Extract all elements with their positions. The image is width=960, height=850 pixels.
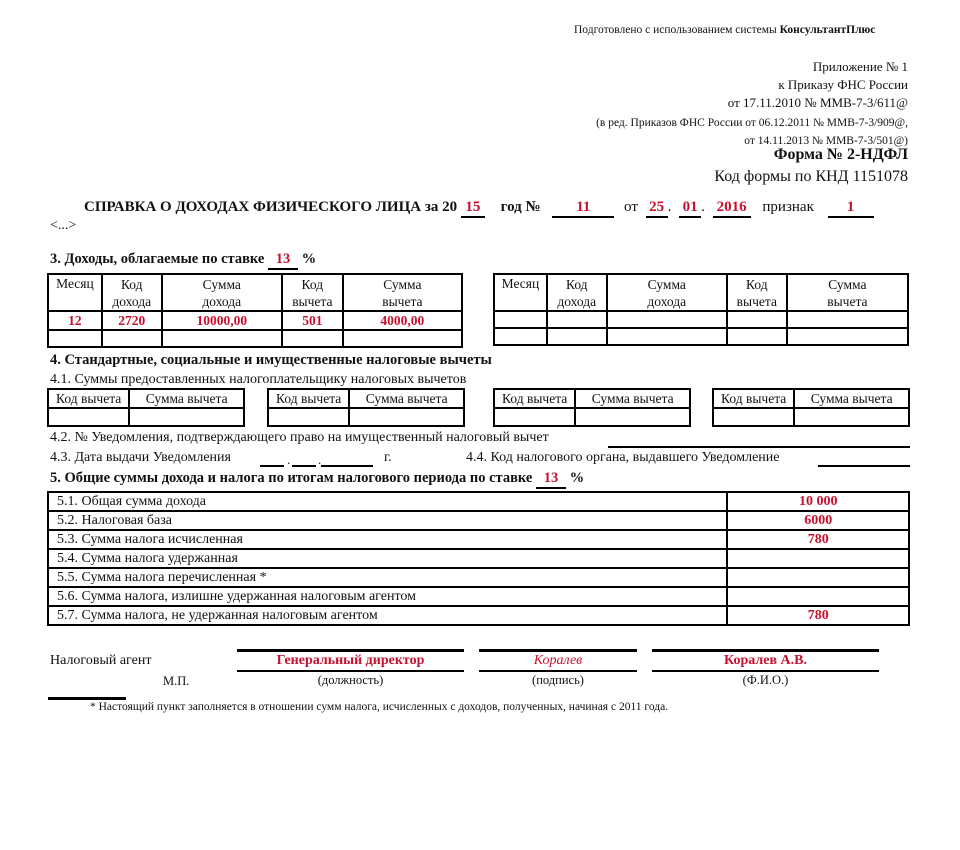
row-value[interactable]: 6000 xyxy=(727,511,909,530)
cell-income-sum[interactable] xyxy=(607,311,727,328)
section3-rate-field[interactable]: 13 xyxy=(268,251,298,270)
prepared-note xyxy=(574,24,875,36)
row-label: 5.1. Общая сумма дохода xyxy=(48,492,727,511)
cell-deduction-sum[interactable] xyxy=(787,311,908,328)
sign-label: признак xyxy=(762,199,814,215)
header-month: Месяц xyxy=(48,274,102,311)
section5-title-text: 5. Общие суммы дохода и налога по итогам налогового периода по ставке xyxy=(50,470,533,486)
cell-month[interactable] xyxy=(494,311,547,328)
tax-office-code-field[interactable] xyxy=(818,465,910,467)
header-deduction-code: Код вычета xyxy=(727,274,787,311)
cell-income-sum[interactable]: 10000,00 xyxy=(162,311,282,330)
brand-name: КонсультантПлюс xyxy=(779,24,876,36)
header-deduction-sum: Сумма вычета xyxy=(794,389,909,408)
section3-title-text: 3. Доходы, облагаемые по ставке xyxy=(50,251,265,267)
cell-income-sum[interactable] xyxy=(162,330,282,347)
stamp-label: М.П. xyxy=(163,674,190,688)
table-row xyxy=(48,311,462,330)
date-dot: . xyxy=(287,452,291,467)
cell-deduction-code[interactable] xyxy=(494,408,575,426)
number-label: год № xyxy=(500,199,541,215)
row-label: 5.6. Сумма налога, излишне удержанная налоговым агентом xyxy=(48,587,727,606)
header-deduction-code: Код вычета xyxy=(48,389,129,408)
cell-income-code[interactable] xyxy=(547,328,607,345)
row-label: 5.3. Сумма налога исчисленная xyxy=(48,530,727,549)
section5-rate-field[interactable]: 13 xyxy=(536,470,566,489)
deductions-table-2 xyxy=(267,388,465,427)
header-income-code: Код дохода xyxy=(547,274,607,311)
position-top-line xyxy=(237,649,464,652)
signature-bottom-line xyxy=(479,670,637,672)
signature-field[interactable]: Коралев xyxy=(533,653,583,668)
notification-year-field[interactable] xyxy=(321,465,373,467)
position-field[interactable]: Генеральный директор xyxy=(276,653,425,668)
position-caption: (должность) xyxy=(317,673,384,687)
fio-bottom-line xyxy=(652,670,879,672)
fio-field[interactable]: Коралев А.В. xyxy=(724,653,807,668)
title-text: СПРАВКА О ДОХОДАХ ФИЗИЧЕСКОГО ЛИЦА за 20 xyxy=(84,199,458,215)
cell-month[interactable] xyxy=(494,328,547,345)
table-row xyxy=(48,530,909,549)
row-value[interactable] xyxy=(727,549,909,568)
section4-1-label: 4.1. Суммы предоставленных налогоплательщику налоговых вычетов xyxy=(50,372,467,387)
header-income-sum: Сумма дохода xyxy=(162,274,282,311)
row-label: 5.7. Сумма налога, не удержанная налоговым агентом xyxy=(48,606,727,625)
table-row xyxy=(48,330,462,347)
cell-deduction-sum[interactable] xyxy=(794,408,909,426)
cell-deduction-code[interactable] xyxy=(727,328,787,345)
cell-income-code[interactable] xyxy=(102,330,162,347)
cell-deduction-sum[interactable]: 4000,00 xyxy=(343,311,462,330)
table-row xyxy=(48,587,909,606)
table-header-row xyxy=(494,274,908,311)
header-deduction-sum: Сумма вычета xyxy=(787,274,908,311)
income-table-left xyxy=(47,273,463,348)
row-label: 5.2. Налоговая база xyxy=(48,511,727,530)
table-header-row xyxy=(48,274,462,311)
percent-sign: % xyxy=(569,470,585,486)
table-row xyxy=(48,511,909,530)
section5-title xyxy=(50,470,584,489)
header-deduction-code: Код вычета xyxy=(268,389,349,408)
from-label: от xyxy=(624,199,638,215)
table-row xyxy=(494,311,908,328)
form-name: Форма № 2-НДФЛ xyxy=(773,146,908,163)
cell-deduction-code[interactable] xyxy=(268,408,349,426)
appendix-line: от 14.11.2013 № ММВ-7-3/501@) xyxy=(744,135,908,147)
row-label: 5.5. Сумма налога перечисленная * xyxy=(48,568,727,587)
row-label: 5.4. Сумма налога удержанная xyxy=(48,549,727,568)
section4-title: 4. Стандартные, социальные и имущественные налоговые вычеты xyxy=(50,352,492,368)
cell-month[interactable]: 12 xyxy=(48,311,102,330)
section4-4-label: 4.4. Код налогового органа, выдавшего Уведомление xyxy=(466,450,780,465)
prepared-text: Подготовлено с использованием системы xyxy=(574,24,780,36)
section3-title xyxy=(50,251,316,270)
fio-top-line xyxy=(652,649,879,652)
ellipsis: <...> xyxy=(50,218,77,233)
date-dot: . xyxy=(318,452,322,467)
cell-deduction-code[interactable] xyxy=(727,311,787,328)
signature-caption: (подпись) xyxy=(532,673,584,687)
appendix-line: Приложение № 1 xyxy=(812,59,908,74)
header-deduction-code: Код вычета xyxy=(494,389,575,408)
footnote: * Настоящий пункт заполняется в отношении сумм налога, исчисленных с доходов, полученных, начиная с 2011 года. xyxy=(90,701,669,713)
day-field[interactable]: 25 xyxy=(646,199,668,218)
row-value[interactable] xyxy=(727,587,909,606)
cell-income-code[interactable] xyxy=(547,311,607,328)
table-row xyxy=(494,328,908,345)
form-code: Код формы по КНД 1151078 xyxy=(714,168,908,185)
month-field[interactable]: 01 xyxy=(679,199,701,218)
sign-field[interactable]: 1 xyxy=(828,199,874,218)
deductions-table-3 xyxy=(493,388,691,427)
appendix-line: от 17.11.2010 № ММВ-7-3/611@ xyxy=(727,95,908,110)
year-suffix-field[interactable]: 15 xyxy=(461,199,485,218)
table-row xyxy=(48,492,909,511)
section4-3-label: 4.3. Дата выдачи Уведомления xyxy=(50,450,231,465)
header-deduction-code: Код вычета xyxy=(713,389,794,408)
section4-2-label: 4.2. № Уведомления, подтверждающего право на имущественный налоговый вычет xyxy=(50,430,549,445)
year-suffix-label: г. xyxy=(384,450,392,465)
cell-deduction-sum[interactable] xyxy=(343,330,462,347)
cell-deduction-sum[interactable] xyxy=(787,328,908,345)
table-row xyxy=(48,568,909,587)
header-deduction-code: Код вычета xyxy=(282,274,343,311)
row-value[interactable] xyxy=(727,568,909,587)
certificate-title: СПРАВКА О ДОХОДАХ ФИЗИЧЕСКОГО ЛИЦА за 20 15 год № 11 от 25 . 01 . 2016 признак 1 xyxy=(84,199,874,218)
appendix-line: (в ред. Приказов ФНС России от 06.12.2011 № ММВ-7-3/909@, xyxy=(596,117,908,129)
row-value[interactable]: 10 000 xyxy=(727,492,909,511)
cell-deduction-code[interactable] xyxy=(282,330,343,347)
header-deduction-sum: Сумма вычета xyxy=(349,389,464,408)
row-value[interactable]: 780 xyxy=(727,606,909,625)
deductions-table-1 xyxy=(47,388,245,427)
appendix-line: к Приказу ФНС России xyxy=(778,77,908,92)
row-value[interactable]: 780 xyxy=(727,530,909,549)
header-month: Месяц xyxy=(494,274,547,311)
cell-deduction-code[interactable] xyxy=(713,408,794,426)
table-row xyxy=(48,606,909,625)
cell-month[interactable] xyxy=(48,330,102,347)
signature-top-line xyxy=(479,649,637,652)
fio-caption: (Ф.И.О.) xyxy=(742,673,789,687)
cell-deduction-sum[interactable] xyxy=(349,408,464,426)
deductions-table-4 xyxy=(712,388,910,427)
certificate-number-field[interactable]: 11 xyxy=(552,199,614,218)
income-table-right xyxy=(493,273,909,346)
year-field[interactable]: 2016 xyxy=(713,199,751,218)
cell-deduction-sum[interactable] xyxy=(129,408,244,426)
cell-deduction-code[interactable] xyxy=(48,408,129,426)
position-bottom-line xyxy=(237,670,464,672)
footnote-separator xyxy=(48,697,126,700)
header-deduction-sum: Сумма вычета xyxy=(129,389,244,408)
cell-income-code[interactable]: 2720 xyxy=(102,311,162,330)
appendix-block xyxy=(596,58,908,150)
notification-day-field[interactable] xyxy=(260,465,284,467)
header-income-code: Код дохода xyxy=(102,274,162,311)
header-deduction-sum: Сумма вычета xyxy=(343,274,462,311)
totals-table xyxy=(47,491,910,626)
cell-deduction-code[interactable]: 501 xyxy=(282,311,343,330)
notification-number-field[interactable] xyxy=(608,446,910,448)
agent-label: Налоговый агент xyxy=(50,653,152,668)
header-income-sum: Сумма дохода xyxy=(607,274,727,311)
table-row xyxy=(48,549,909,568)
notification-month-field[interactable] xyxy=(292,465,316,467)
header-deduction-sum: Сумма вычета xyxy=(575,389,690,408)
cell-deduction-sum[interactable] xyxy=(575,408,690,426)
cell-income-sum[interactable] xyxy=(607,328,727,345)
percent-sign: % xyxy=(301,251,317,267)
